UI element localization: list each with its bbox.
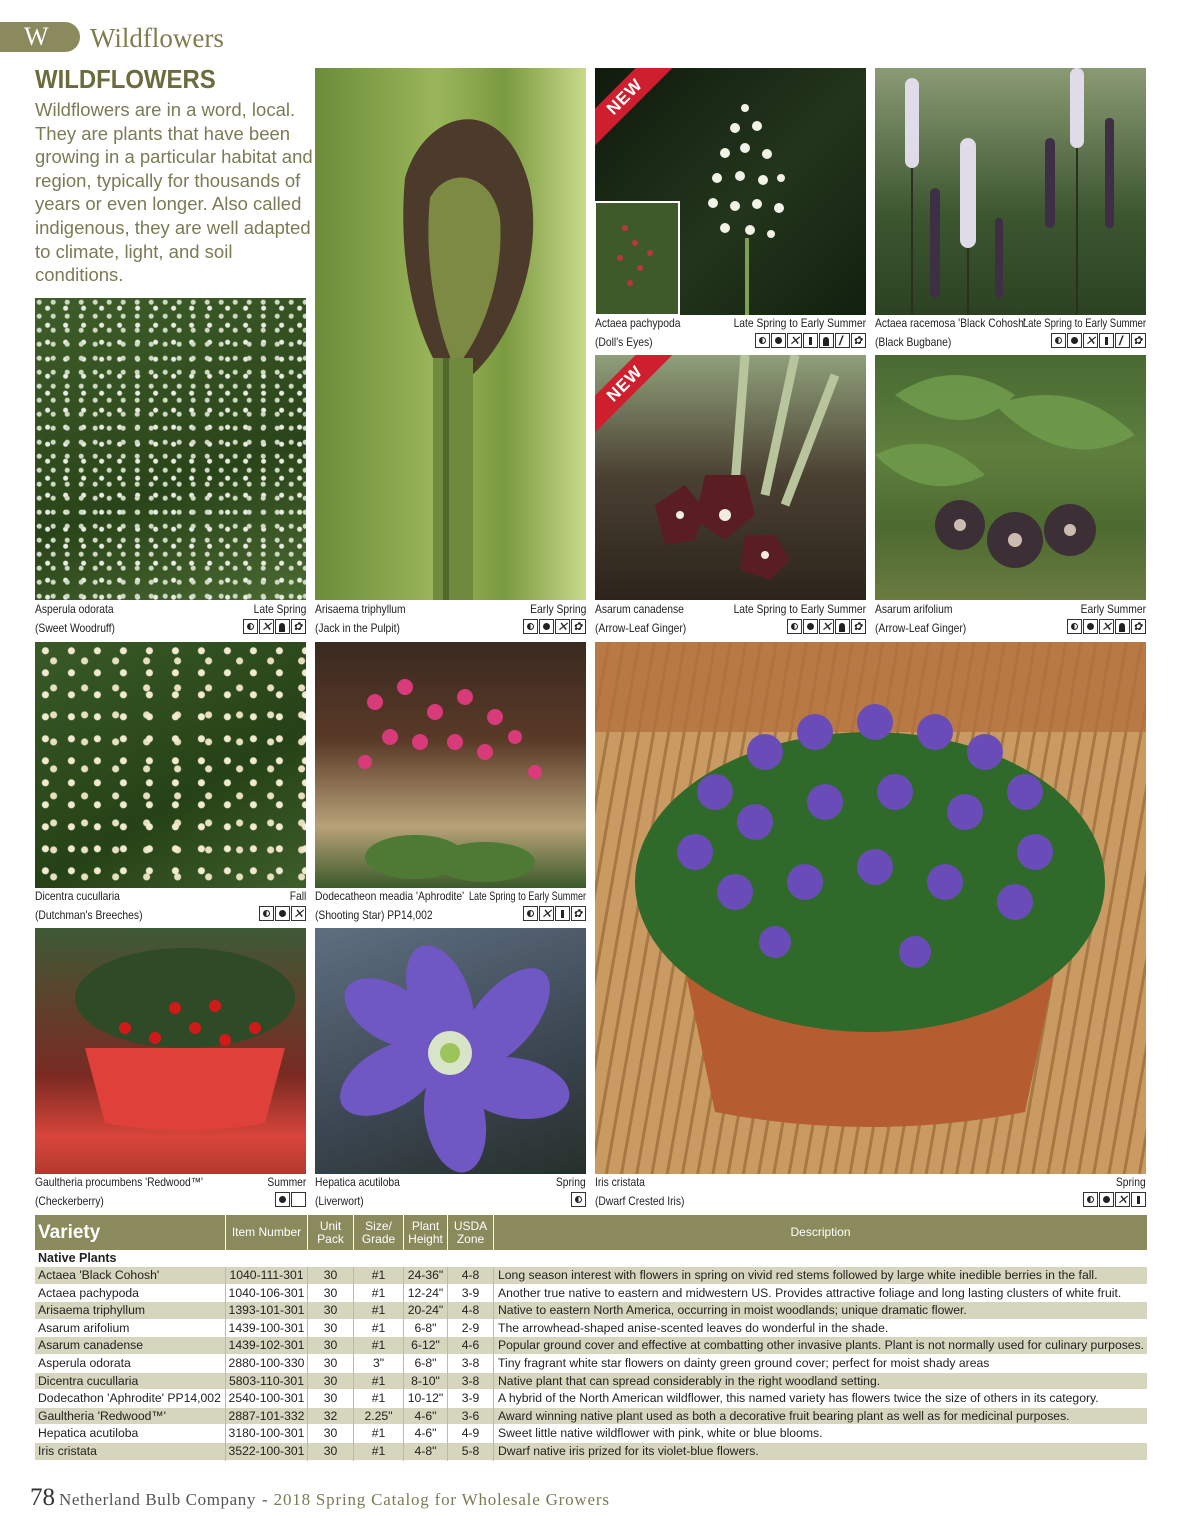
cell-height: 6-8" — [403, 1320, 447, 1338]
caption-name: Asperula odorata — [35, 602, 114, 616]
cell-item: 1439-100-301 — [225, 1320, 307, 1338]
caption-common-name: (Checkerberry) — [35, 1194, 104, 1208]
cell-size: #1 — [353, 1390, 403, 1408]
cell-unit: 30 — [307, 1373, 353, 1391]
caption-season: Late Spring to Early Summer — [733, 602, 866, 616]
cell-unit: 30 — [307, 1285, 353, 1303]
page-number: 78 — [30, 1484, 55, 1511]
cell-desc: Native plant that can spread considerably in the right woodland setting. — [493, 1373, 1147, 1391]
shade-icon — [771, 333, 786, 348]
cell-variety: Asarum arifolium — [38, 1320, 130, 1335]
cell-zone: 4-6 — [447, 1337, 493, 1355]
deer-resistant-icon — [539, 906, 554, 921]
variety-table — [35, 1215, 1147, 1461]
shade-icon — [539, 619, 554, 634]
caption-asperula — [35, 601, 306, 637]
caption-name: Asarum canadense — [595, 602, 684, 616]
photo-asarum-canadense — [595, 355, 866, 600]
cell-size: #1 — [353, 1373, 403, 1391]
half-shade-icon — [1067, 619, 1082, 634]
cell-size: 3" — [353, 1355, 403, 1373]
caption-asarum-arifolium — [875, 601, 1146, 637]
caption-season: Late Spring — [253, 602, 306, 616]
cell-unit: 30 — [307, 1425, 353, 1443]
photo-arisaema — [315, 68, 586, 600]
half-shade-icon — [1083, 1192, 1098, 1207]
caption-season: Late Spring to Early Summer — [733, 316, 866, 330]
header-unit-pack: Unit Pack — [307, 1215, 353, 1250]
new-badge: NEW — [595, 68, 677, 149]
caption-icons — [243, 619, 306, 634]
photo-actaea-racemosa — [875, 68, 1146, 315]
cell-size: #1 — [353, 1302, 403, 1320]
caption-dicentra — [35, 888, 306, 924]
container-icon — [1131, 1192, 1146, 1207]
table-row — [35, 1320, 1147, 1338]
table-header — [35, 1215, 1147, 1250]
table-row — [35, 1285, 1147, 1303]
header-variety: Variety — [38, 1222, 101, 1243]
cell-unit: 30 — [307, 1390, 353, 1408]
caption-icons — [523, 906, 586, 921]
caption-asarum-canadense — [595, 601, 866, 637]
cell-size: #1 — [353, 1425, 403, 1443]
cell-zone: 3-8 — [447, 1373, 493, 1391]
container-icon — [1099, 333, 1114, 348]
cell-desc: Popular ground cover and effective at combatting other invasive plants. Plant is not normally used for culinary purposes. — [493, 1337, 1147, 1355]
photo-dodecatheon — [315, 642, 586, 888]
cell-zone: 3-8 — [447, 1355, 493, 1373]
cell-zone: 4-9 — [447, 1425, 493, 1443]
deer-resistant-icon — [555, 619, 570, 634]
cut-flower-icon — [1115, 333, 1130, 348]
intro-text: Wildflowers are in a word, local. They are plants that have been growing in a particular habitat and region, typically for thousands of years or even longer. Also called indigenous, they are well adapted to climate, light, and soil conditions. — [35, 99, 313, 286]
table-row — [35, 1373, 1147, 1391]
deer-resistant-icon — [1115, 1192, 1130, 1207]
caption-icons — [275, 1192, 306, 1207]
caption-name: Actaea racemosa 'Black Cohosh' — [875, 316, 1026, 330]
half-shade-icon — [1051, 333, 1066, 348]
table-row — [35, 1443, 1147, 1461]
cell-variety: Gaultheria 'Redwood™' — [38, 1408, 166, 1423]
caption-common-name: (Jack in the Pulpit) — [315, 621, 400, 635]
cell-desc: Sweet little native wildflower with pink, white or blue blooms. — [493, 1425, 1147, 1443]
naturalizing-icon — [1115, 619, 1130, 634]
page-footer — [30, 1484, 610, 1512]
footer-separator: - — [262, 1490, 268, 1509]
header-item-number: Item Number — [225, 1215, 307, 1250]
cell-size: #1 — [353, 1320, 403, 1338]
company-name: Netherland Bulb Company — [59, 1490, 256, 1509]
photo-hepatica — [315, 928, 586, 1174]
table-body — [35, 1267, 1147, 1461]
cell-unit: 30 — [307, 1267, 353, 1285]
naturalizing-icon — [835, 619, 850, 634]
caption-icons — [1083, 1192, 1146, 1207]
cell-item: 1393-101-301 — [225, 1302, 307, 1320]
cell-desc: Dwarf native iris prized for its violet-blue flowers. — [493, 1443, 1147, 1461]
cell-desc: The arrowhead-shaped anise-scented leaves do wonderful in the shade. — [493, 1320, 1147, 1338]
caption-iris — [595, 1174, 1146, 1210]
half-shade-icon — [755, 333, 770, 348]
shade-icon — [275, 906, 290, 921]
caption-common-name: (Liverwort) — [315, 1194, 364, 1208]
cell-height: 8-10" — [403, 1373, 447, 1391]
pollinator-icon — [1131, 619, 1146, 634]
caption-icons — [787, 619, 866, 634]
cell-item: 1439-102-301 — [225, 1337, 307, 1355]
container-icon — [803, 333, 818, 348]
caption-dodecatheon — [315, 888, 586, 924]
cell-unit: 30 — [307, 1443, 353, 1461]
cell-size: #1 — [353, 1337, 403, 1355]
caption-name: Actaea pachypoda — [595, 316, 681, 330]
table-row — [35, 1355, 1147, 1373]
cell-unit: 30 — [307, 1302, 353, 1320]
shade-icon — [1083, 619, 1098, 634]
caption-season: Fall — [289, 889, 306, 903]
caption-name: Dodecatheon meadia 'Aphrodite' — [315, 889, 465, 903]
caption-icons — [523, 619, 586, 634]
intro-title: WILDFLOWERS — [35, 64, 216, 94]
table-row — [35, 1267, 1147, 1285]
naturalizing-icon — [819, 333, 834, 348]
catalog-title: 2018 Spring Catalog for Wholesale Growers — [273, 1490, 610, 1509]
cell-desc: A hybrid of the North American wildflower, this named variety has flowers twice the size of others in its category. — [493, 1390, 1147, 1408]
cell-desc: Another true native to eastern and midwestern US. Provides attractive foliage and long lasting clusters of white fruit. — [493, 1285, 1147, 1303]
caption-common-name: (Arrow-Leaf Ginger) — [875, 621, 967, 635]
caption-season: Late Spring to Early Summer — [1022, 316, 1146, 330]
table-section-title: Native Plants — [38, 1251, 117, 1265]
caption-actaea-pachypoda — [595, 315, 866, 351]
half-shade-icon — [523, 906, 538, 921]
caption-hepatica — [315, 1174, 586, 1210]
caption-common-name: (Doll's Eyes) — [595, 335, 653, 349]
cell-height: 4-6" — [403, 1408, 447, 1426]
cell-height: 20-24" — [403, 1302, 447, 1320]
cell-height: 6-12" — [403, 1337, 447, 1355]
cell-size: 2.25" — [353, 1408, 403, 1426]
cell-desc: Native to eastern North America, occurring in moist woodlands; unique dramatic flower. — [493, 1302, 1147, 1320]
caption-season: Early Summer — [1080, 602, 1146, 616]
deer-resistant-icon — [819, 619, 834, 634]
cell-unit: 32 — [307, 1408, 353, 1426]
deer-resistant-icon — [259, 619, 274, 634]
caption-actaea-racemosa — [875, 315, 1146, 351]
caption-name: Gaultheria procumbens 'Redwood™' — [35, 1175, 204, 1189]
pollinator-icon — [1131, 333, 1146, 348]
cell-desc: Award winning native plant used as both a decorative fruit bearing plant as well as for medicinal purposes. — [493, 1408, 1147, 1426]
shade-icon — [1099, 1192, 1114, 1207]
cell-item: 2880-100-330 — [225, 1355, 307, 1373]
cell-variety: Dicentra cucullaria — [38, 1373, 139, 1388]
caption-common-name: (Dwarf Crested Iris) — [595, 1194, 685, 1208]
cell-zone: 5-8 — [447, 1443, 493, 1461]
caption-icons — [755, 333, 866, 348]
photo-dicentra — [35, 642, 306, 888]
cell-height: 24-36" — [403, 1267, 447, 1285]
cell-height: 4-6" — [403, 1425, 447, 1443]
pollinator-icon — [571, 906, 586, 921]
naturalizing-icon — [275, 619, 290, 634]
table-row — [35, 1337, 1147, 1355]
deer-resistant-icon — [291, 906, 306, 921]
cell-item: 2540-100-301 — [225, 1390, 307, 1408]
cell-item: 2887-101-332 — [225, 1408, 307, 1426]
cell-desc: Tiny fragrant white star flowers on dainty green ground cover; perfect for moist shady areas — [493, 1355, 1147, 1373]
caption-icons — [1051, 333, 1146, 348]
caption-season: Spring — [1116, 1175, 1146, 1189]
half-shade-icon — [243, 619, 258, 634]
caption-common-name: (Arrow-Leaf Ginger) — [595, 621, 687, 635]
header-plant-height: Plant Height — [403, 1215, 447, 1250]
new-badge: NEW — [595, 355, 677, 436]
half-shade-icon — [787, 619, 802, 634]
caption-season: Spring — [556, 1175, 586, 1189]
shade-icon — [1067, 333, 1082, 348]
table-row — [35, 1302, 1147, 1320]
cell-unit: 30 — [307, 1337, 353, 1355]
cell-item: 1040-106-301 — [225, 1285, 307, 1303]
caption-icons — [1067, 619, 1146, 634]
caption-season: Summer — [267, 1175, 306, 1189]
cell-item: 3522-100-301 — [225, 1443, 307, 1461]
cell-variety: Asperula odorata — [38, 1355, 131, 1370]
cell-desc: Long season interest with flowers in spring on vivid red stems followed by large white inedible berries in the fall. — [493, 1267, 1147, 1285]
cell-zone: 3-9 — [447, 1390, 493, 1408]
photo-asperula — [35, 298, 306, 600]
caption-common-name: (Black Bugbane) — [875, 335, 952, 349]
zone-icon — [291, 1192, 306, 1207]
deer-resistant-icon — [1099, 619, 1114, 634]
cell-unit: 30 — [307, 1355, 353, 1373]
photo-iris — [595, 642, 1146, 1174]
caption-icons — [259, 906, 306, 921]
caption-season: Late Spring to Early Summer — [468, 889, 586, 903]
cell-zone: 3-9 — [447, 1285, 493, 1303]
cell-variety: Dodecathon 'Aphrodite' PP14,002 — [38, 1391, 221, 1406]
sun-icon — [275, 1192, 290, 1207]
photo-asarum-arifolium — [875, 355, 1146, 600]
cell-variety: Arisaema triphyllum — [38, 1303, 146, 1318]
cell-variety: Hepatica acutiloba — [38, 1426, 139, 1441]
cell-item: 5803-110-301 — [225, 1373, 307, 1391]
half-shade-icon — [571, 1192, 586, 1207]
caption-name: Arisaema triphyllum — [315, 602, 406, 616]
cell-size: #1 — [353, 1285, 403, 1303]
cell-zone: 3-6 — [447, 1408, 493, 1426]
caption-name: Dicentra cucullaria — [35, 889, 120, 903]
table-row — [35, 1425, 1147, 1443]
table-row — [35, 1390, 1147, 1408]
caption-arisaema — [315, 601, 586, 637]
pollinator-icon — [851, 619, 866, 634]
cell-height: 6-8" — [403, 1355, 447, 1373]
caption-name: Asarum arifolium — [875, 602, 953, 616]
half-shade-icon — [523, 619, 538, 634]
cell-zone: 4-8 — [447, 1267, 493, 1285]
photo-actaea-pachypoda — [595, 68, 866, 315]
cell-item: 3180-100-301 — [225, 1425, 307, 1443]
cell-height: 4-8" — [403, 1443, 447, 1461]
cell-variety: Asarum canadense — [38, 1338, 144, 1353]
caption-season: Early Spring — [529, 602, 586, 616]
cell-size: #1 — [353, 1267, 403, 1285]
header-size-grade: Size/ Grade — [353, 1215, 403, 1250]
section-title: Wildflowers — [90, 23, 224, 53]
cell-height: 10-12" — [403, 1390, 447, 1408]
cell-variety: Iris cristata — [38, 1443, 97, 1458]
deer-resistant-icon — [1083, 333, 1098, 348]
cell-item: 1040-111-301 — [225, 1267, 307, 1285]
cell-unit: 30 — [307, 1320, 353, 1338]
caption-common-name: (Shooting Star) PP14,002 — [315, 908, 433, 922]
photo-gaultheria — [35, 928, 306, 1174]
pollinator-icon — [291, 619, 306, 634]
header-description: Description — [493, 1215, 1147, 1250]
pollinator-icon — [851, 333, 866, 348]
caption-common-name: (Dutchman's Breeches) — [35, 908, 143, 922]
cell-zone: 2-9 — [447, 1320, 493, 1338]
cut-flower-icon — [835, 333, 850, 348]
shade-icon — [803, 619, 818, 634]
deer-resistant-icon — [787, 333, 802, 348]
cell-zone: 4-8 — [447, 1302, 493, 1320]
caption-name: Hepatica acutiloba — [315, 1175, 400, 1189]
caption-common-name: (Sweet Woodruff) — [35, 621, 115, 635]
cell-height: 12-24" — [403, 1285, 447, 1303]
container-icon — [555, 906, 570, 921]
cell-variety: Actaea pachypoda — [38, 1285, 139, 1300]
table-row — [35, 1408, 1147, 1426]
cell-variety: Actaea 'Black Cohosh' — [38, 1268, 160, 1282]
section-letter: W — [24, 22, 49, 51]
caption-name: Iris cristata — [595, 1175, 645, 1189]
caption-gaultheria — [35, 1174, 306, 1210]
half-shade-icon — [259, 906, 274, 921]
caption-icons — [571, 1192, 586, 1207]
cell-size: #1 — [353, 1443, 403, 1461]
pollinator-icon — [571, 619, 586, 634]
header-usda-zone: USDA Zone — [447, 1215, 493, 1250]
